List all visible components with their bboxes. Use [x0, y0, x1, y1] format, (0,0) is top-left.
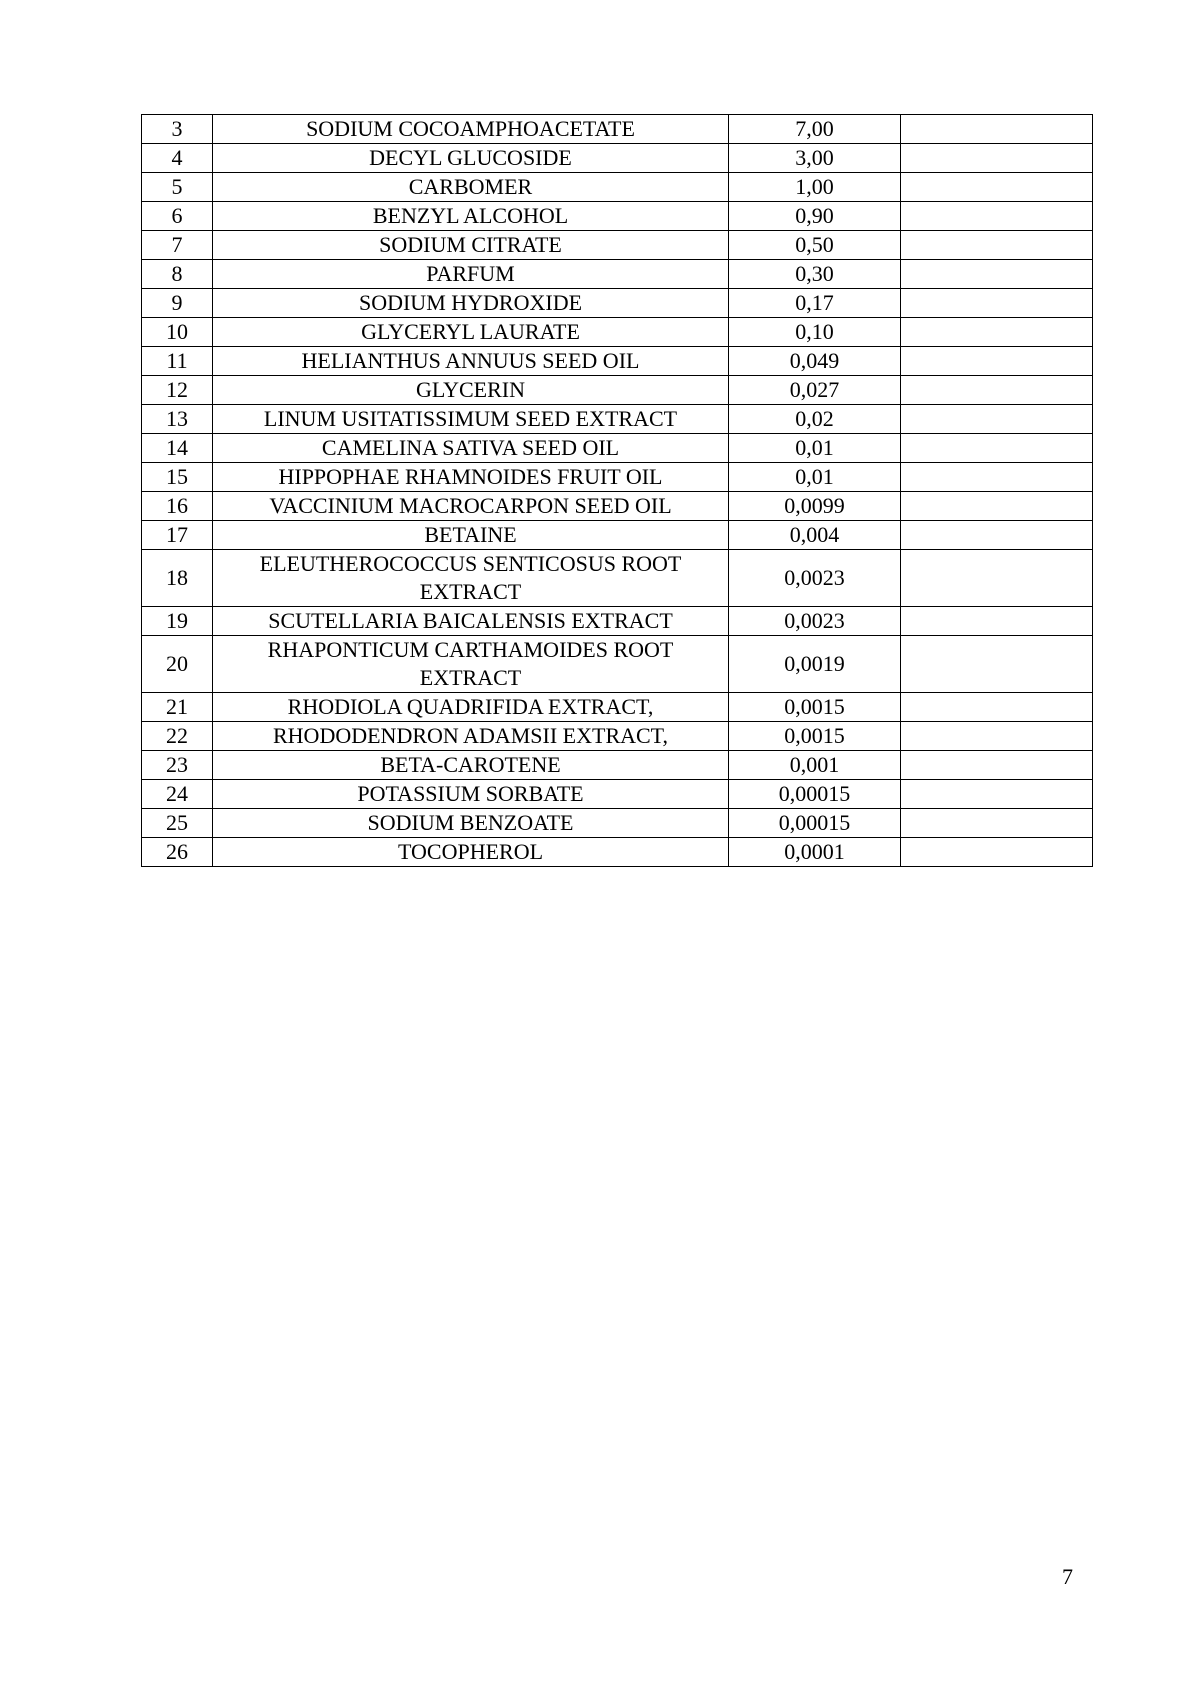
percentage-cell: 0,00015 [729, 780, 901, 809]
note-cell [901, 809, 1093, 838]
row-number-cell: 10 [142, 318, 213, 347]
ingredient-name-cell: RHODODENDRON ADAMSII EXTRACT, [213, 722, 729, 751]
note-cell [901, 751, 1093, 780]
percentage-cell: 0,027 [729, 376, 901, 405]
row-number-cell: 21 [142, 693, 213, 722]
row-number-cell: 3 [142, 115, 213, 144]
ingredient-name-cell: CARBOMER [213, 173, 729, 202]
percentage-cell: 0,90 [729, 202, 901, 231]
ingredient-name-cell: VACCINIUM MACROCARPON SEED OIL [213, 492, 729, 521]
note-cell [901, 231, 1093, 260]
row-number-cell: 26 [142, 838, 213, 867]
note-cell [901, 463, 1093, 492]
row-number-cell: 9 [142, 289, 213, 318]
ingredient-name-cell: SODIUM HYDROXIDE [213, 289, 729, 318]
row-number-cell: 20 [142, 636, 213, 693]
ingredient-name-cell: RHAPONTICUM CARTHAMOIDES ROOT EXTRACT [213, 636, 729, 693]
note-cell [901, 434, 1093, 463]
note-cell [901, 144, 1093, 173]
note-cell [901, 115, 1093, 144]
table-row [142, 463, 1093, 492]
table-row [142, 115, 1093, 144]
ingredient-name-cell: SODIUM COCOAMPHOACETATE [213, 115, 729, 144]
page-number: 7 [1062, 1564, 1073, 1589]
percentage-cell: 0,0023 [729, 607, 901, 636]
note-cell [901, 347, 1093, 376]
table-row [142, 376, 1093, 405]
note-cell [901, 405, 1093, 434]
ingredient-name-cell: HIPPOPHAE RHAMNOIDES FRUIT OIL [213, 463, 729, 492]
note-cell [901, 318, 1093, 347]
row-number-cell: 7 [142, 231, 213, 260]
note-cell [901, 722, 1093, 751]
ingredient-name-cell: PARFUM [213, 260, 729, 289]
percentage-cell: 0,00015 [729, 809, 901, 838]
ingredient-name-cell: DECYL GLUCOSIDE [213, 144, 729, 173]
ingredient-name-cell: RHODIOLA QUADRIFIDA EXTRACT, [213, 693, 729, 722]
note-cell [901, 173, 1093, 202]
table-row [142, 434, 1093, 463]
table-row [142, 318, 1093, 347]
row-number-cell: 18 [142, 550, 213, 607]
row-number-cell: 24 [142, 780, 213, 809]
table-row [142, 521, 1093, 550]
row-number-cell: 23 [142, 751, 213, 780]
table-row [142, 202, 1093, 231]
note-cell [901, 260, 1093, 289]
table-row [142, 347, 1093, 376]
table-row [142, 780, 1093, 809]
percentage-cell: 0,01 [729, 434, 901, 463]
row-number-cell: 13 [142, 405, 213, 434]
table-row [142, 260, 1093, 289]
row-number-cell: 11 [142, 347, 213, 376]
table-row [142, 550, 1093, 607]
percentage-cell: 0,049 [729, 347, 901, 376]
note-cell [901, 521, 1093, 550]
table-row [142, 607, 1093, 636]
table-row [142, 144, 1093, 173]
percentage-cell: 0,004 [729, 521, 901, 550]
percentage-cell: 0,10 [729, 318, 901, 347]
note-cell [901, 376, 1093, 405]
ingredient-name-cell: SODIUM CITRATE [213, 231, 729, 260]
ingredient-name-cell: LINUM USITATISSIMUM SEED EXTRACT [213, 405, 729, 434]
table-row [142, 751, 1093, 780]
percentage-cell: 7,00 [729, 115, 901, 144]
ingredient-name-cell: BENZYL ALCOHOL [213, 202, 729, 231]
note-cell [901, 202, 1093, 231]
note-cell [901, 289, 1093, 318]
table-row [142, 693, 1093, 722]
percentage-cell: 0,0019 [729, 636, 901, 693]
table-row [142, 173, 1093, 202]
row-number-cell: 14 [142, 434, 213, 463]
ingredient-name-cell: HELIANTHUS ANNUUS SEED OIL [213, 347, 729, 376]
ingredient-name-cell: ELEUTHEROCOCCUS SENTICOSUS ROOT EXTRACT [213, 550, 729, 607]
note-cell [901, 550, 1093, 607]
row-number-cell: 16 [142, 492, 213, 521]
percentage-cell: 0,02 [729, 405, 901, 434]
ingredient-name-cell: SCUTELLARIA BAICALENSIS EXTRACT [213, 607, 729, 636]
table-row [142, 722, 1093, 751]
ingredients-table-body [142, 115, 1093, 867]
note-cell [901, 693, 1093, 722]
row-number-cell: 6 [142, 202, 213, 231]
row-number-cell: 4 [142, 144, 213, 173]
percentage-cell: 0,30 [729, 260, 901, 289]
table-row [142, 809, 1093, 838]
percentage-cell: 1,00 [729, 173, 901, 202]
percentage-cell: 0,0023 [729, 550, 901, 607]
ingredients-table [141, 114, 1093, 867]
table-row [142, 636, 1093, 693]
ingredient-name-cell: CAMELINA SATIVA SEED OIL [213, 434, 729, 463]
ingredient-name-cell: TOCOPHEROL [213, 838, 729, 867]
note-cell [901, 838, 1093, 867]
percentage-cell: 0,0015 [729, 693, 901, 722]
row-number-cell: 12 [142, 376, 213, 405]
table-row [142, 405, 1093, 434]
percentage-cell: 0,0015 [729, 722, 901, 751]
note-cell [901, 607, 1093, 636]
ingredient-name-cell: GLYCERIN [213, 376, 729, 405]
ingredient-name-cell: POTASSIUM SORBATE [213, 780, 729, 809]
row-number-cell: 25 [142, 809, 213, 838]
percentage-cell: 0,01 [729, 463, 901, 492]
table-row [142, 838, 1093, 867]
ingredient-name-cell: BETA-CAROTENE [213, 751, 729, 780]
row-number-cell: 5 [142, 173, 213, 202]
percentage-cell: 3,00 [729, 144, 901, 173]
note-cell [901, 636, 1093, 693]
percentage-cell: 0,50 [729, 231, 901, 260]
ingredient-name-cell: SODIUM BENZOATE [213, 809, 729, 838]
row-number-cell: 17 [142, 521, 213, 550]
percentage-cell: 0,001 [729, 751, 901, 780]
row-number-cell: 8 [142, 260, 213, 289]
note-cell [901, 780, 1093, 809]
row-number-cell: 22 [142, 722, 213, 751]
table-row [142, 492, 1093, 521]
table-row [142, 289, 1093, 318]
percentage-cell: 0,17 [729, 289, 901, 318]
ingredient-name-cell: GLYCERYL LAURATE [213, 318, 729, 347]
table-row [142, 231, 1093, 260]
row-number-cell: 15 [142, 463, 213, 492]
percentage-cell: 0,0001 [729, 838, 901, 867]
row-number-cell: 19 [142, 607, 213, 636]
ingredient-name-cell: BETAINE [213, 521, 729, 550]
percentage-cell: 0,0099 [729, 492, 901, 521]
note-cell [901, 492, 1093, 521]
